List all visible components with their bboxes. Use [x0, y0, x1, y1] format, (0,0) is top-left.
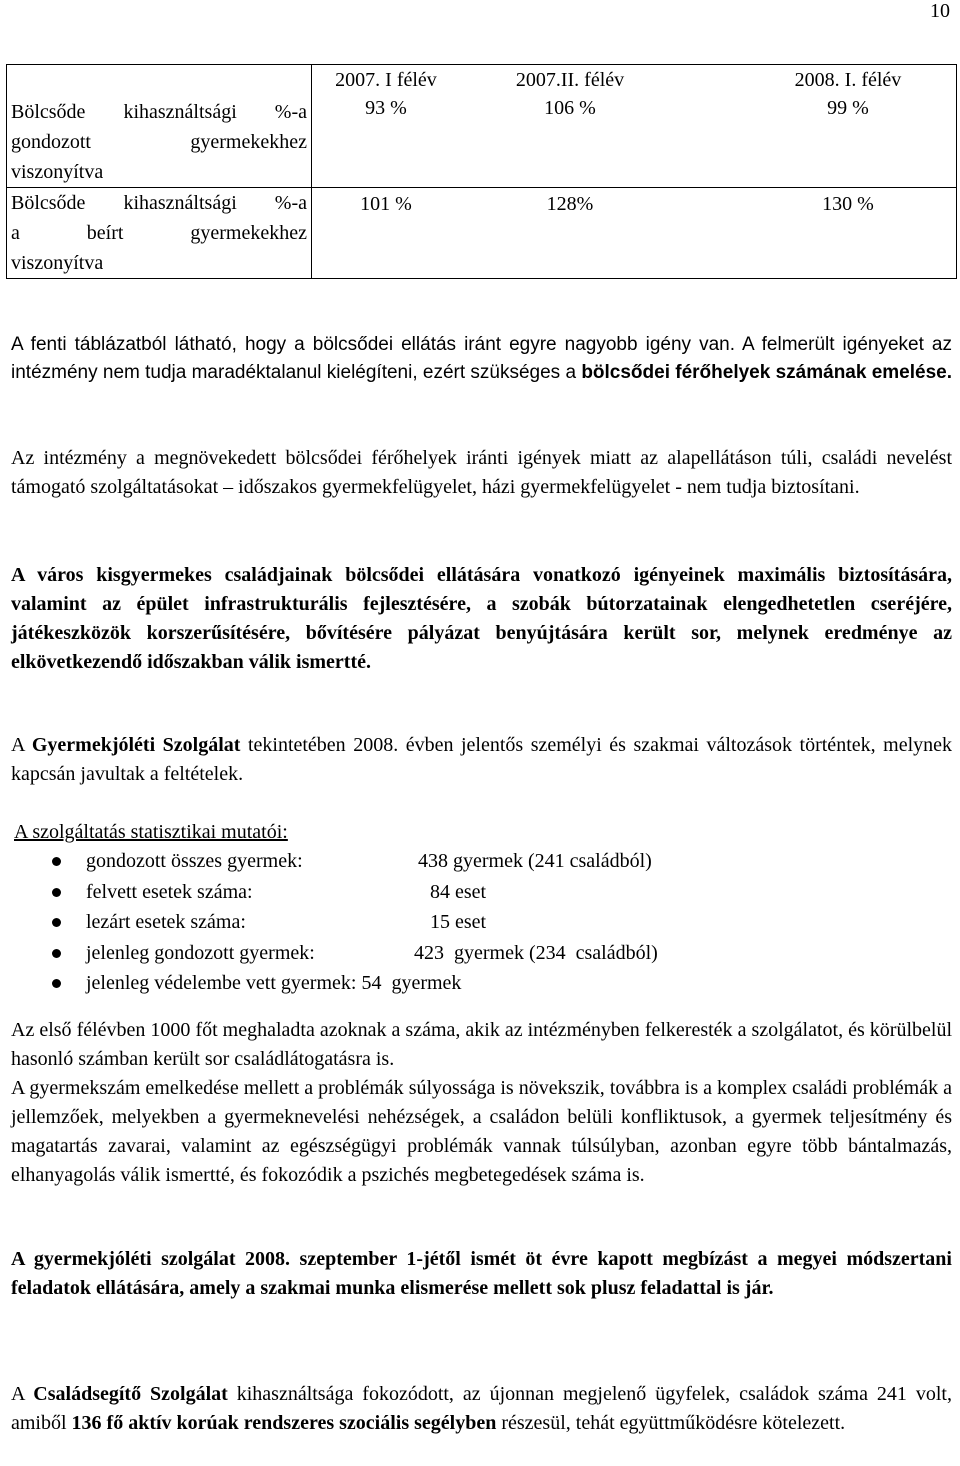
paragraph-services: Az intézmény a megnövekedett bölcsődei férőhelyek iránti igények miatt az alapellátáson túli, családi nevelést támogató szolgáltatásokat – időszakos gyermekfelügyelet, házi gyermekfelügyelet - nem tudja biztosítani.	[11, 447, 952, 498]
list-item-label: jelenleg védelembe vett gyermek: 54 gyermek	[86, 972, 462, 994]
list-item-label: felvett esetek száma:	[86, 880, 253, 903]
table-cell: 130 %	[822, 193, 874, 215]
utilization-table	[6, 64, 957, 279]
list-item-label: jelenleg gondozott gyermek:	[86, 941, 315, 964]
page-number: 10	[930, 0, 950, 22]
paragraph-text: kihasználtsága fokozódott, az újonnan megjelenő ügyfelek, családok száma 241 volt, amiből	[11, 1383, 952, 1434]
list-item	[40, 877, 940, 908]
table-cell: 101 %	[360, 193, 412, 215]
row-label-line: gondozott gyermekekhez	[11, 131, 307, 153]
bullet-icon	[52, 918, 61, 927]
bullet-icon	[52, 888, 61, 897]
row-label-line: a beírt gyermekekhez	[11, 222, 307, 244]
row-label-line: viszonyítva	[11, 161, 104, 183]
column-header: 2007. I félév	[335, 69, 437, 91]
row-label-cell	[7, 188, 312, 279]
paragraph-emphasis: Családsegítő Szolgálat	[33, 1383, 228, 1405]
table-cell: 128%	[546, 193, 594, 215]
paragraph-text: A fenti táblázatból látható, hogy a bölcsődei ellátás iránt egyre nagyobb igény van. A felmerült igényeket az intézmény nem tudja maradéktalanul kielégíteni, ezért szükséges a	[11, 334, 952, 383]
list-item-value: 15 eset	[430, 911, 487, 933]
list-item	[40, 938, 940, 969]
list-item-value: 438 gyermek (241 családból)	[418, 850, 652, 872]
row-label-line: Bölcsőde kihasználtsági %-a	[11, 101, 307, 123]
row-label-cell	[7, 65, 312, 188]
paragraph-tender: A város kisgyermekes családjainak bölcsődei ellátására vonatkozó igényeinek maximális biztosítására, valamint az épület infrastrukturális fejlesztésére, a szobák bútorzatainak elengedhetetlen cseréjére, játékeszközök korszerűsítésére, bővítésére pályázat benyújtására került sor, melynek eredménye az elkövetkezendő időszakban válik ismertté.	[11, 564, 952, 673]
column-header: 2007.II. félév	[515, 69, 625, 91]
column-header: 2008. I. félév	[794, 69, 902, 91]
paragraph-first-half: Az első félévben 1000 főt meghaladta azoknak a száma, akik az intézményben felkeresték a szolgálatot, és körülbelül hasonló számban került sor családlátogatásra is.	[11, 1019, 952, 1070]
list-item-value: 423 gyermek (234 családból)	[414, 941, 658, 964]
table-values-row	[312, 93, 956, 121]
table-header-row	[312, 65, 956, 93]
list-item-label: lezárt esetek száma:	[86, 911, 246, 933]
paragraph-family-service	[11, 1380, 952, 1438]
table-cell: 106 %	[544, 97, 596, 119]
bullet-icon	[52, 979, 61, 988]
paragraph-text: részesül, tehát együttműködésre kötelezett.	[496, 1412, 846, 1434]
list-item	[40, 846, 940, 877]
stats-list-title: A szolgáltatás statisztikai mutatói:	[14, 821, 288, 843]
bullet-icon	[52, 857, 61, 866]
paragraph-demand	[11, 331, 952, 387]
table-cell: 93 %	[365, 97, 407, 119]
paragraph-child-welfare	[11, 731, 952, 789]
bullet-icon	[52, 949, 61, 958]
table-values-row	[312, 188, 956, 219]
values-cell	[312, 188, 957, 279]
paragraph-text: A	[11, 1383, 34, 1405]
row-label-line: viszonyítva	[11, 252, 104, 274]
list-item	[40, 907, 940, 938]
table-cell: 99 %	[827, 97, 869, 119]
paragraph-text: tekintetében 2008. évben jelentős személyi és szakmai változások történtek, melynek kapcsán javultak a feltételek.	[11, 734, 952, 785]
stats-list	[40, 846, 940, 999]
list-item	[40, 968, 940, 999]
paragraph-mandate: A gyermekjóléti szolgálat 2008. szeptember 1-jétől ismét öt évre kapott megbízást a megyei módszertani feladatok ellátására, amely a szakmai munka elismerése mellett sok plusz feladattal is jár.	[11, 1248, 952, 1299]
table-row	[7, 188, 957, 279]
table-row	[7, 65, 957, 188]
list-item-value: 84 eset	[430, 880, 487, 903]
paragraph-emphasis: 136 fő aktív korúak rendszeres szociális segélyben	[71, 1412, 497, 1434]
paragraph-emphasis: bölcsődei férőhelyek számának emelése.	[581, 362, 952, 383]
row-label-line: Bölcsőde kihasználtsági %-a	[11, 192, 307, 214]
paragraph-text: A	[11, 734, 32, 756]
paragraph-problems: A gyermekszám emelkedése mellett a problémák súlyossága is növekszik, továbbra is a komplex családi problémák a jellemzőek, melyekben a gyermeknevelési nehézségek, a családon belüli konfliktusok, a gyermek teljesítmény és magatartás zavarai, valamint az egészségügyi problémák vannak túlsúlyban, azonban egyre több bántalmazás, elhanyagolás válik ismertté, és fokozódik a pszichés megbetegedések száma is.	[11, 1077, 952, 1186]
values-cell	[312, 65, 957, 188]
list-item-label: gondozott összes gyermek:	[86, 850, 303, 872]
paragraph-emphasis: Gyermekjóléti Szolgálat	[31, 734, 241, 756]
